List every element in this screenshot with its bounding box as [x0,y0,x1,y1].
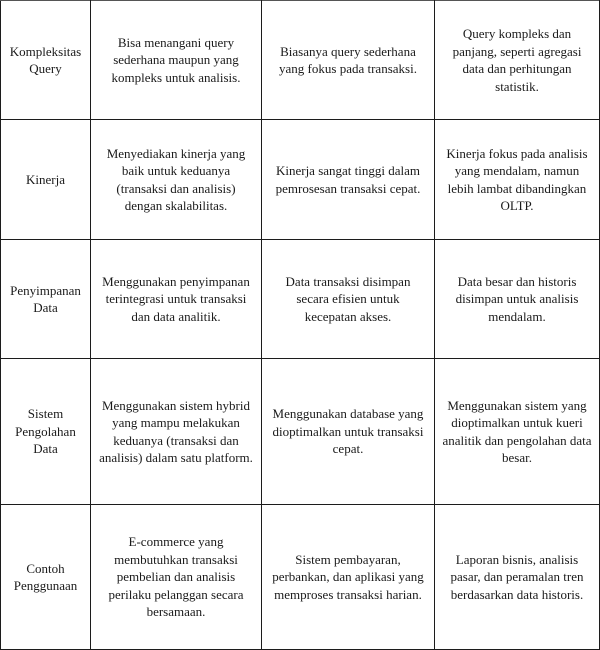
table-cell: Menyediakan kinerja yang baik untuk keduanya (transaksi dan analisis) dengan skalabilitas. [91,120,262,240]
table-row-penyimpanan-data [1,240,600,359]
row-label: Kompleksitas Query [1,1,91,120]
table-cell: Menggunakan sistem hybrid yang mampu melakukan keduanya (transaksi dan analisis) dalam satu platform. [91,359,262,505]
row-label: Contoh Penggunaan [1,505,91,650]
table-row-contoh-penggunaan [1,505,600,650]
table-cell: Sistem pembayaran, perbankan, dan aplikasi yang memproses transaksi harian. [262,505,435,650]
table-cell: E-commerce yang membutuhkan transaksi pembelian dan analisis perilaku pelanggan secara bersamaan. [91,505,262,650]
table-cell: Laporan bisnis, analisis pasar, dan peramalan tren berdasarkan data historis. [435,505,600,650]
table-cell: Data besar dan historis disimpan untuk analisis mendalam. [435,240,600,359]
table-cell: Kinerja sangat tinggi dalam pemrosesan transaksi cepat. [262,120,435,240]
row-label: Kinerja [1,120,91,240]
table-cell: Menggunakan database yang dioptimalkan untuk transaksi cepat. [262,359,435,505]
table-row-kompleksitas-query [1,1,600,120]
table-row-sistem-pengolahan-data [1,359,600,505]
table-cell: Query kompleks dan panjang, seperti agregasi data dan perhitungan statistik. [435,1,600,120]
table-row-kinerja [1,120,600,240]
table-cell: Menggunakan sistem yang dioptimalkan untuk kueri analitik dan pengolahan data besar. [435,359,600,505]
row-label: Sistem Pengolahan Data [1,359,91,505]
row-label: Penyimpanan Data [1,240,91,359]
table-cell: Bisa menangani query sederhana maupun yang kompleks untuk analisis. [91,1,262,120]
table-cell: Kinerja fokus pada analisis yang mendalam, namun lebih lambat dibandingkan OLTP. [435,120,600,240]
table-cell: Menggunakan penyimpanan terintegrasi untuk transaksi dan data analitik. [91,240,262,359]
table-cell: Biasanya query sederhana yang fokus pada transaksi. [262,1,435,120]
table-cell: Data transaksi disimpan secara efisien untuk kecepatan akses. [262,240,435,359]
